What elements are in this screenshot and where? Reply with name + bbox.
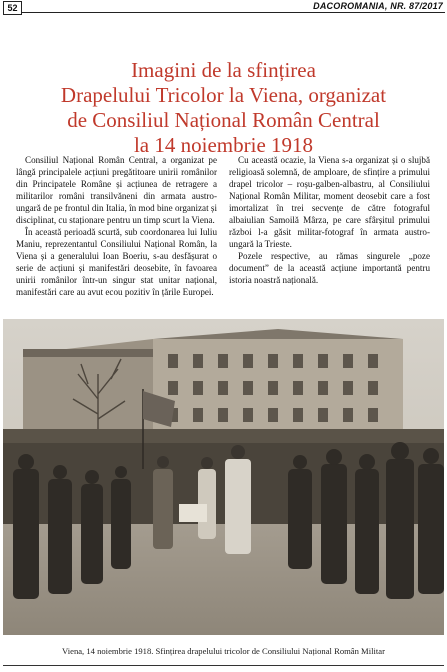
paragraph: În această perioadă scurtă, sub coordonarea lui Iuliu Maniu, reprezentantul Consiliului Național Român, la Viena și a generalului Ioan Boeriu, s-au desfășurat o serie de acțiuni și manifestări deosebite, în favoarea unirii românilor într-un singur stat unitar național, manifestări care au avut ecou pozitiv în țările Europei. <box>16 227 217 297</box>
title-line: la 14 noiembrie 1918 <box>133 133 314 157</box>
paragraph: Consiliul Național Român Central, a organizat pe lângă principalele acțiuni pregătitoare unirii românilor din Principatele Române și acțiunea de retragere a militarilor români transilvăneni din armata austro-ungară de pe frontul din Italia, în mod bine organizat și disciplinat, cu staționare pentru un timp scurt la Viena. <box>16 155 217 225</box>
title-line: de Consiliul Național Român Central <box>67 108 380 132</box>
altar-table <box>179 504 207 522</box>
title-line: Drapelului Tricolor la Viena, organizat <box>60 83 387 107</box>
header-rule <box>22 12 445 13</box>
page-header <box>0 0 447 16</box>
historical-photo <box>3 319 444 635</box>
priests <box>153 445 251 554</box>
title-line: Imagini de la sfințirea <box>131 58 316 82</box>
article-title <box>0 58 447 158</box>
right-column <box>229 154 430 286</box>
footer-rule <box>3 665 444 666</box>
page-number: 52 <box>3 1 22 15</box>
photo-illustration <box>3 319 444 635</box>
paragraph: Cu această ocazie, la Viena s-a organizat și o slujbă religioasă solemnă, de amploare, de sfințire a primului drapel tricolor – roșu-galben-albastru, al Consiliului Național Român Militar, moment deosebit care a fost imortalizat în trei secvențe de către fotograful albaiulian Samoilă Mârza, pe care sfârșitul primului război l-a găsit militar-fotograf în armata austro-ungară la Trieste. <box>229 155 430 249</box>
magazine-issue: DACOROMANIA, NR. 87/2017 <box>313 1 443 11</box>
paragraph: Pozele respective, au rămas singurele „poze document” de la această acțiune importantă pentru istoria noastră națională. <box>229 251 430 285</box>
photo-caption: Viena, 14 noiembrie 1918. Sfințirea drapelului tricolor de Consiliului Național Român Militar <box>62 646 385 656</box>
barracks-building-left <box>23 339 153 439</box>
left-column <box>16 154 217 298</box>
